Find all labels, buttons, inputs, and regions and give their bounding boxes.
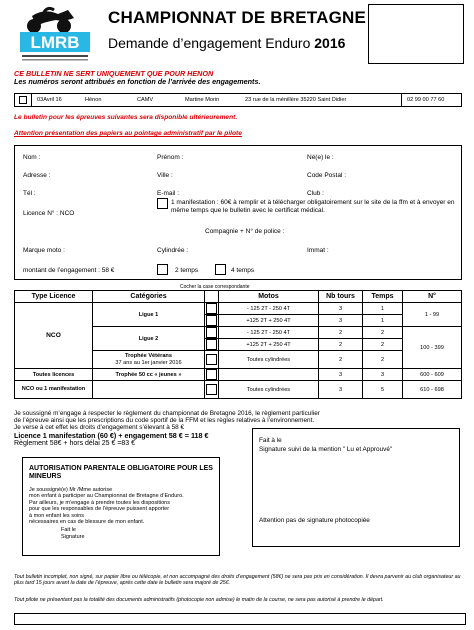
tours-cell: 3 <box>319 381 363 399</box>
auth-line-3: Par ailleurs, je m’engage à prendre toutes les dispositions <box>29 499 170 506</box>
ligue1-cell: Ligue 1 <box>93 303 205 327</box>
insurance-field[interactable]: Compagnie + N° de police : <box>205 228 285 235</box>
row-checkbox[interactable] <box>205 327 219 339</box>
moto-cell: +125 2T + 250 4T <box>219 315 319 327</box>
tours-cell: 2 <box>319 351 363 369</box>
postal-code-field[interactable]: Code Postal : <box>307 172 347 179</box>
sign-mention: Signature suivi de la mention " Lu et Approuvé" <box>259 446 393 453</box>
prenom-field[interactable]: Prénom : <box>157 154 184 161</box>
auth-line-6: nécessaires en cas de blessure de mon enfant. <box>29 519 145 526</box>
event-address: 23 rue de la ménillère 35220 Saint Didier <box>245 97 347 103</box>
number-range-cell: 100 - 399 <box>403 327 462 369</box>
all-licences-cell: Toutes licences <box>15 369 93 381</box>
auth-line-1[interactable]: Je soussigné(e) Mr /Mme autorise <box>29 487 113 493</box>
henon-notice: CE BULLETIN NE SERT UNIQUEMENT QUE POUR HENON <box>14 69 214 78</box>
table-row <box>15 381 462 399</box>
moto-cell <box>219 369 319 381</box>
footer-box <box>14 613 466 625</box>
page-subtitle <box>108 35 345 51</box>
temps-cell: 3 <box>363 369 403 381</box>
tours-cell: 2 <box>319 327 363 339</box>
ligue2-cell: Ligue 2 <box>93 327 205 351</box>
event-phone: 02 99 00 77 60 <box>407 97 445 103</box>
logo-text: LMRB <box>30 33 80 52</box>
subtitle-text: Demande d’engagement Enduro <box>108 35 311 51</box>
table-row <box>15 303 462 315</box>
adresse-field[interactable]: Adresse : <box>23 172 51 179</box>
moto-cell: Toutes cylindrées <box>219 381 319 399</box>
auth-line-2: mon enfant à participer au Championnat de Bretagne d’Enduro. <box>29 493 184 500</box>
page-title: CHAMPIONNAT DE BRETAGNE <box>108 8 367 27</box>
four-stroke-checkbox[interactable] <box>215 264 226 275</box>
one-event-text: 1 manifestation : 60€ à remplir et à télécharger obligatoirement sur le site de la ffm et à envoyer en même temps que le bulletin avec le certificat médical. <box>171 199 455 214</box>
tours-cell: 3 <box>319 303 363 315</box>
row-checkbox[interactable] <box>205 381 219 399</box>
trophy50-cell: Trophée 50 cc « jeunes » <box>93 369 205 381</box>
event-info-row <box>14 93 462 107</box>
engage-line-1: Je soussigné m’engage à respecter le règlement du championnat de Bretagne 2016, le règlement particulier <box>14 410 320 417</box>
row-checkbox[interactable] <box>205 339 219 351</box>
col-type-licence: Type Licence <box>15 291 93 303</box>
row-checkbox[interactable] <box>205 315 219 327</box>
moto-cell: Toutes cylindrées <box>219 351 319 369</box>
coche-note: Cocher la case correspondante <box>180 284 250 290</box>
parental-authorization-box <box>22 457 220 556</box>
temps-cell: 1 <box>363 315 403 327</box>
temps-cell: 2 <box>363 327 403 339</box>
footer-documents-note: Tout pilote ne présentant pas la totalité des documents administratifs (photocopie non admise) le matin de la course, ne sera pas autorisé à prendre le départ. <box>14 597 384 603</box>
marque-field[interactable]: Marque moto : <box>23 247 65 254</box>
row-checkbox[interactable] <box>205 369 219 381</box>
one-event-checkbox[interactable] <box>157 198 168 209</box>
veterans-cell <box>93 351 205 369</box>
temps-cell: 5 <box>363 381 403 399</box>
temps-cell: 1 <box>363 303 403 315</box>
moto-cell: +125 2T + 250 4T <box>219 339 319 351</box>
engage-line-2: de l’épreuve ainsi que les prescriptions du code sportif de la FFM et les règles relatives à l’environnement. <box>14 417 315 425</box>
row-checkbox[interactable] <box>205 351 219 369</box>
rider-form <box>14 145 462 280</box>
tel-field[interactable]: Tél : <box>23 190 36 197</box>
number-range-cell: 1 - 99 <box>403 303 462 327</box>
numbers-notice: Les numéros seront attribués en fonction de l’arrivée des engagements. <box>14 77 261 86</box>
reglement-total: Règlement 58€ + hors délai 25 € =83 € <box>14 440 136 448</box>
sign-warning: Attention pas de signature photocopiée <box>259 517 370 524</box>
licence-total: Licence 1 manifestation (60 €) + engagement 58 € = 118 € <box>14 430 209 440</box>
event-contact: Martine Morin <box>185 97 220 103</box>
veterans-title: Trophée Vétérans <box>125 353 172 359</box>
temps-cell: 2 <box>363 339 403 351</box>
nco-cell: NCO <box>15 303 93 369</box>
veterans-sub: 37 ans au 1er janvier 2016 <box>115 359 182 366</box>
category-table <box>14 290 462 399</box>
number-range-cell: 600 - 609 <box>403 369 462 381</box>
tours-cell: 3 <box>319 315 363 327</box>
four-stroke-label: 4 temps <box>231 267 255 274</box>
event-place: Hénon <box>85 97 102 103</box>
two-stroke-checkbox[interactable] <box>157 264 168 275</box>
birthdate-field[interactable]: Né(e) le : <box>307 154 334 161</box>
event-checkbox[interactable] <box>19 96 27 104</box>
auth-line-4: pour que les responsables de l’épreuve puissent apporter <box>29 506 170 513</box>
row-checkbox[interactable] <box>205 303 219 315</box>
nom-field[interactable]: Nom : <box>23 154 41 161</box>
event-club: CAMV <box>137 97 154 103</box>
auth-signature[interactable]: Signature <box>61 533 85 540</box>
nco-or-one-cell: NCO ou 1 manifestation <box>15 381 93 399</box>
email-field[interactable]: E-mail : <box>157 190 180 197</box>
sign-place-date[interactable]: Fait à le <box>259 437 282 444</box>
subtitle-year: 2016 <box>314 35 346 51</box>
temps-cell: 2 <box>363 351 403 369</box>
tours-cell: 3 <box>319 369 363 381</box>
later-notice: Le bulletin pour les épreuves suivantes sera disponible ultérieurement. <box>14 114 238 121</box>
col-temps: Temps <box>363 291 403 303</box>
auth-line-5: à mon enfant les soins <box>29 512 85 519</box>
moto-cell: - 125 2T - 250 4T <box>219 327 319 339</box>
number-range-cell: 610 - 698 <box>403 381 462 399</box>
ville-field[interactable]: Ville : <box>157 172 173 179</box>
club-field[interactable]: Club : <box>307 190 324 197</box>
col-numero: N° <box>403 291 462 303</box>
moto-cell: - 125 2T - 250 4T <box>219 303 319 315</box>
col-categories: Catégories <box>93 291 205 303</box>
auth-title: AUTORISATION PARENTALE OBLIGATOIRE POUR LES MINEURS <box>29 465 213 480</box>
footer-incomplete-note: Tout bulletin incomplet, non signé, sur papier libre ou télécopie, et non accompagné des droits d’engagement (58€) ne sera pas pris en considération. Il devra parvenir au club organisateur au plus tard 15 jours avant la date de l’épreuve, après cette date le bulletin sera majoré de 25€. <box>14 574 461 587</box>
table-row <box>15 369 462 381</box>
col-motos: Motos <box>219 291 319 303</box>
immat-field[interactable]: Immat : <box>307 247 329 254</box>
league-logo <box>14 6 94 64</box>
signature-box[interactable] <box>252 428 460 547</box>
event-date: 03Avril 16 <box>37 97 62 103</box>
stamp-box <box>368 4 464 64</box>
montant-label: montant de l’engagement : 58 € <box>23 267 115 274</box>
auth-date[interactable]: Fait le <box>61 527 76 534</box>
col-nb-tours: Nb tours <box>319 291 363 303</box>
tours-cell: 2 <box>319 339 363 351</box>
two-stroke-label: 2 temps <box>175 267 199 274</box>
papers-notice: Attention présentation des papiers au pointage administratif par le pilote <box>14 130 242 137</box>
cylindree-field[interactable]: Cylindrée : <box>157 247 189 254</box>
licence-field[interactable]: Licence N° : NCO <box>23 210 75 217</box>
engage-line-3: Je verse à cet effet les droits d’engagement s’élevant à 58 € <box>14 424 185 432</box>
